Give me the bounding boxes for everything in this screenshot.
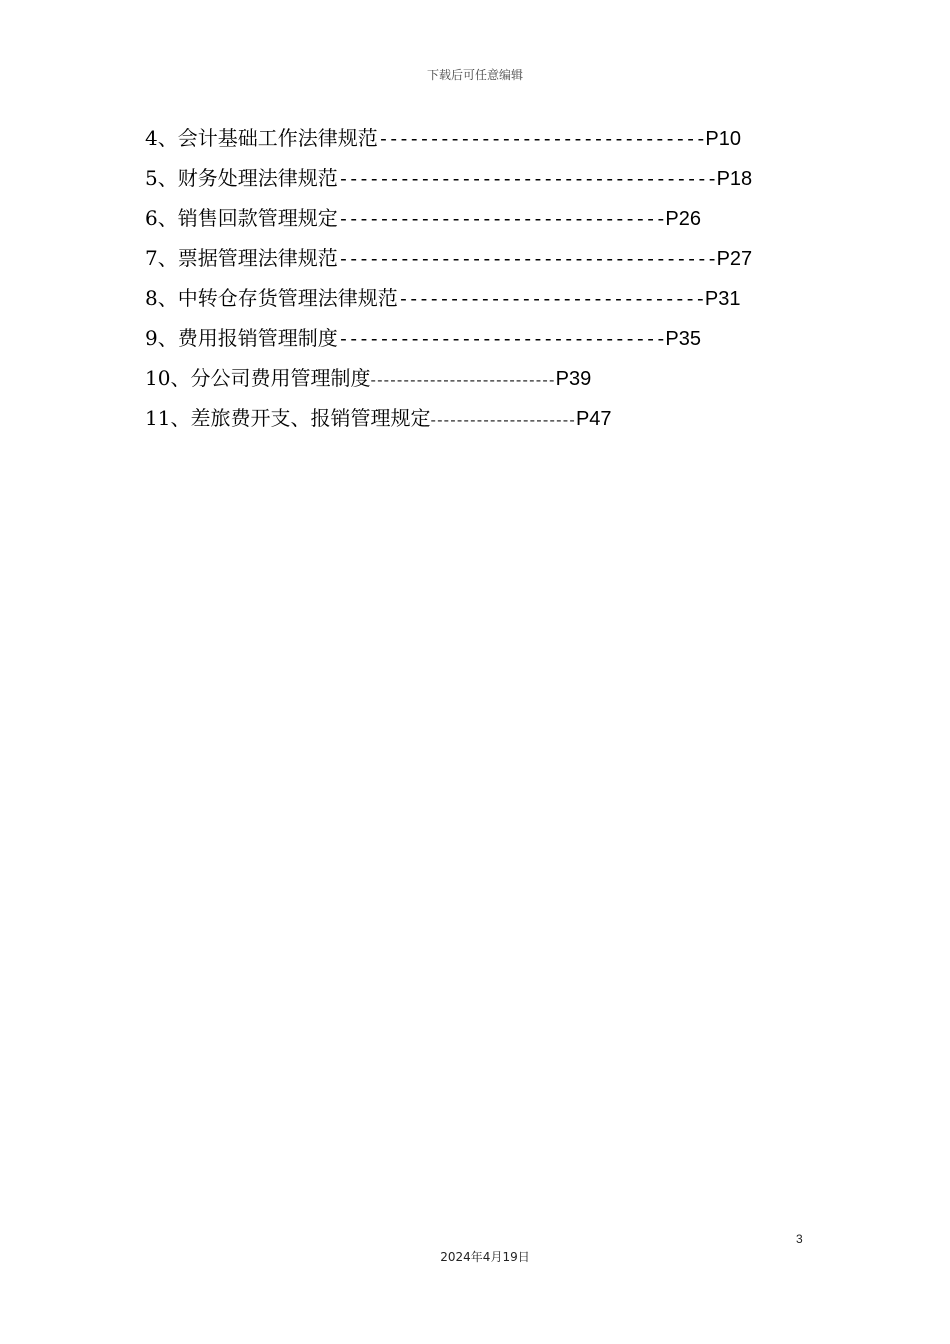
toc-entry-leader: --------------------------------	[337, 208, 666, 230]
toc-entry	[145, 158, 825, 198]
page-number: 3	[796, 1232, 803, 1246]
toc-entry-leader: -------------------------------------	[337, 168, 717, 190]
toc-entry	[145, 118, 825, 158]
toc-entry-leader: -------------------------------------	[337, 248, 717, 270]
toc-entry-title: 5、财务处理法律规范	[145, 166, 338, 190]
toc-entry-leader: --------------------------------	[377, 128, 706, 150]
toc-entry-page: P18	[716, 168, 753, 190]
toc-entry-page: P26	[665, 208, 701, 230]
toc-entry-leader: ----------------------	[430, 411, 576, 429]
table-of-contents	[145, 118, 825, 438]
toc-entry-leader: ----------------------------	[370, 371, 556, 389]
toc-entry	[145, 358, 825, 398]
toc-entry	[145, 238, 825, 278]
toc-entry-title: 9、费用报销管理制度	[145, 326, 338, 350]
page-header: 下载后可任意编辑	[426, 68, 523, 82]
toc-entry-page: P10	[705, 128, 741, 150]
toc-entry-title: 4、会计基础工作法律规范	[145, 126, 378, 150]
footer-date: 2024年4月19日	[440, 1250, 530, 1264]
toc-entry	[145, 198, 825, 238]
toc-entry-leader: ------------------------------	[397, 288, 705, 310]
toc-entry-leader: --------------------------------	[337, 328, 666, 350]
toc-entry-title: 10、分公司费用管理制度	[145, 366, 371, 390]
toc-entry-title: 6、销售回款管理规定	[145, 206, 338, 230]
toc-entry-title: 8、中转仓存货管理法律规范	[145, 286, 398, 310]
toc-entry-page: P39	[555, 368, 592, 390]
toc-entry-title: 7、票据管理法律规范	[145, 246, 338, 270]
toc-entry-page: P35	[665, 328, 701, 350]
toc-entry-page: P47	[575, 408, 612, 430]
toc-entry	[145, 278, 825, 318]
toc-entry-page: P31	[704, 288, 741, 310]
toc-entry-title: 11、差旅费开支、报销管理规定	[145, 406, 431, 430]
toc-entry-page: P27	[716, 248, 753, 270]
toc-entry	[145, 398, 825, 438]
toc-entry	[145, 318, 825, 358]
